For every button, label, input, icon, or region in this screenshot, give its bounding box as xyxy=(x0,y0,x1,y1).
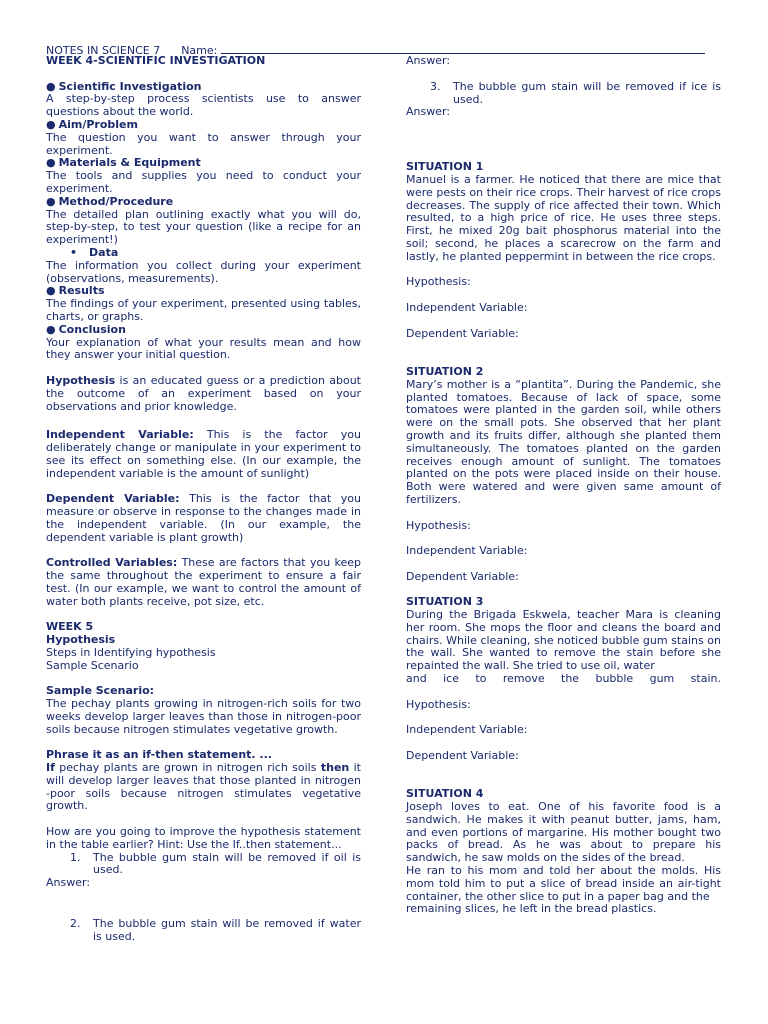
section-title-materials: ● Materials & Equipment xyxy=(46,157,361,170)
section-text-aim: The question you want to answer through your experiment. xyxy=(46,130,361,157)
if-word: If xyxy=(46,761,55,775)
question-item-3 xyxy=(406,81,721,107)
name-blank-line xyxy=(221,42,705,54)
situation-4-text-3: remaining slices, he left in the bread plastics. xyxy=(406,902,657,916)
situation-1-title: SITUATION 1 xyxy=(406,160,484,174)
item-text: The bubble gum stain will be removed if ice is used. xyxy=(453,79,721,106)
situation-2-text: Mary’s mother is a “plantita”. During the Pandemic, she planted tomatoes. Because of lack of space, some tomatoes were planted in the garden soil, while others were on the small pots. She observed that her plant growth and its fruits differ, although she planted them simultaneously. The tomatoes planted on the garden receives enough amount of sunlight. The tomatoes planted on the pots were placed inside on their house. Both were watered and were given same amount of fertilizers. xyxy=(406,377,721,506)
item-number: 1. xyxy=(70,850,81,864)
if-then-statement xyxy=(46,762,361,813)
situation-2-hypothesis: Hypothesis: xyxy=(406,518,471,532)
hypothesis-term: Hypothesis xyxy=(46,373,116,387)
situation-4-text-2: He ran to his mom and told her about the molds. His mom told him to put a slice of bread inside an air-tight container, the other slice to put in a paper bag and the xyxy=(406,864,721,903)
section-title-results: ● Results xyxy=(46,285,361,298)
answer-label-3: Answer: xyxy=(406,105,451,119)
steps-label: Steps in Identifying hypothesis xyxy=(46,645,216,659)
sample-scenario-text: The pechay plants growing in nitrogen-rich soils for two weeks develop larger leaves than those in nitrogen-poor soils because nitrogen stimulates vegetative growth. xyxy=(46,697,361,736)
course-title: NOTES IN SCIENCE 7 xyxy=(46,44,161,57)
then-word: then xyxy=(320,761,350,775)
situation-2-iv: Independent Variable: xyxy=(406,544,528,558)
question-item-2 xyxy=(46,918,361,944)
dv-term: Dependent Variable: xyxy=(46,492,180,506)
situation-3-dv: Dependent Variable: xyxy=(406,748,519,762)
week5-title: WEEK 5 xyxy=(46,620,94,634)
section-title-scientific-investigation: ● Scientific Investigation xyxy=(46,81,361,94)
situation-3-hypothesis: Hypothesis: xyxy=(406,697,471,711)
section-text-materials: The tools and supplies you need to conduct your experiment. xyxy=(46,169,361,195)
then-text: it will develop larger leaves that those planted in nitrogen -poor soils because nitrogen stimulates vegetative growth. xyxy=(46,761,361,813)
controlled-variables-definition xyxy=(46,557,361,608)
situation-1-text: Manuel is a farmer. He noticed that there are mice that were pests on their rice crops. Their harvest of rice crops decreases. The supply of rice affected their town. Which resulted, to a high price of rice. He uses three steps. First, he mixed 20g bait phosphorus material into the soil; second, he places a scarecrow on the farm and lastly, he planted peppermint in between the rice crops. xyxy=(406,172,721,263)
answer-label-2: Answer: xyxy=(406,54,451,67)
section-text-results: The findings of your experiment, presented using tables, charts, or graphs. xyxy=(46,297,361,323)
situation-4-title: SITUATION 4 xyxy=(406,787,484,801)
sample-label: Sample Scenario xyxy=(46,658,139,672)
improve-question: How are you going to improve the hypothesis statement in the table earlier? Hint: Use the If..then statement... xyxy=(46,825,361,851)
situation-4-text: Joseph loves to eat. One of his favorite food is a sandwich. He makes it with peanut butter, jams, ham, and even portions of margarine. His mother bought two packs of bread. As he was about to prepare his sandwich, he saw molds on the sides of the bread. xyxy=(406,800,721,865)
section-title-aim: ● Aim/Problem xyxy=(46,119,361,132)
left-column xyxy=(46,55,361,944)
week-title: WEEK 4-SCIENTIFIC INVESTIGATION xyxy=(46,54,266,67)
situation-2-dv: Dependent Variable: xyxy=(406,569,519,583)
situation-3-text: During the Brigada Eskwela, teacher Mara is cleaning her room. She mops the floor and cleans the board and chairs. While cleaning, she noticed bubble gum stains on the wall. She wanted to remove the stain before she repainted the wall. She tried to use oil, water xyxy=(406,608,721,673)
question-item-1 xyxy=(46,852,361,878)
section-text-scientific-investigation: A step-by-step process scientists use to answer questions about the world. xyxy=(46,92,361,119)
section-title-method: ● Method/Procedure xyxy=(46,196,361,209)
situation-1-iv: Independent Variable: xyxy=(406,300,528,314)
independent-variable-definition xyxy=(46,429,361,480)
iv-term: Independent Variable: xyxy=(46,428,194,442)
section-title-data: • Data xyxy=(46,247,361,260)
item-text: The bubble gum stain will be removed if water is used. xyxy=(93,917,361,943)
situation-1-hypothesis: Hypothesis: xyxy=(406,275,471,289)
item-text: The bubble gum stain will be removed if oil is used. xyxy=(93,850,361,877)
section-title-conclusion: ● Conclusion xyxy=(46,324,361,337)
week5-hypothesis-title: Hypothesis xyxy=(46,633,116,647)
section-text-data: The information you collect during your experiment (observations, measurements). xyxy=(46,258,361,285)
situation-3-iv: Independent Variable: xyxy=(406,723,528,737)
cv-def-text: These are factors that you keep the same throughout the experiment to ensure a fair test. (In our example, we want to control the amount of water both plants receive, pot size, etc. xyxy=(46,556,361,608)
answer-label-1: Answer: xyxy=(46,876,91,890)
section-text-conclusion: Your explanation of what your results mean and how they answer your initial question. xyxy=(46,335,361,362)
sample-scenario-title: Sample Scenario: xyxy=(46,684,155,698)
iv-def-text: This is the factor you deliberately change or manipulate in your experiment to see its effect on something else. (In our example, the independent variable is the amount of sunlight) xyxy=(46,428,361,480)
item-number: 2. xyxy=(70,917,81,930)
situation-2-title: SITUATION 2 xyxy=(406,364,484,378)
phrase-title: Phrase it as an if-then statement. ... xyxy=(46,748,272,762)
dv-def-text: This is the factor that you measure or observe in response to the changes made in the independent variable. (In our example, the dependent variable is plant growth) xyxy=(46,492,362,544)
right-column xyxy=(406,55,721,916)
hypothesis-definition xyxy=(46,375,361,413)
name-label: Name: xyxy=(181,44,218,57)
situation-3-title: SITUATION 3 xyxy=(406,595,484,609)
situation-3-text-2: and ice to remove the bubble gum stain. xyxy=(406,672,721,686)
section-text-method: The detailed plan outlining exactly what you will do, step-by-step, to test your question (like a recipe for an experiment!) xyxy=(46,207,361,247)
cv-term: Controlled Variables: xyxy=(46,556,178,570)
if-text: pechay plants are grown in nitrogen rich soils xyxy=(54,761,321,775)
dependent-variable-definition xyxy=(46,493,361,544)
item-number: 3. xyxy=(430,79,441,93)
situation-1-dv: Dependent Variable: xyxy=(406,326,519,340)
hypothesis-def-text: is an educated guess or a prediction about the outcome of an experiment based on your observations and prior knowledge. xyxy=(46,373,361,413)
